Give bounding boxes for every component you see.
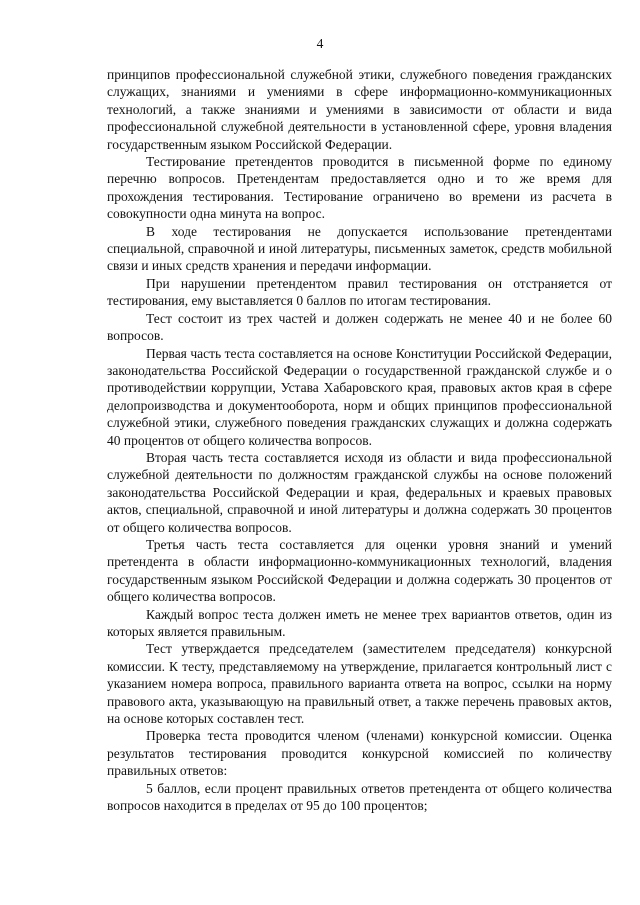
paragraph-continuation: принципов профессиональной служебной этики, служебного поведения гражданских служащих, знаниями и умениями в сфере информационно-коммуникационных технологий, а также знаниями и умениями в зависимости от области и вида профессиональной служебной деятельности в установленной сфере, уровня владения государственным языком Российской Федерации. [107, 67, 612, 152]
paragraph-second-part: Вторая часть теста составляется исходя из области и вида профессиональной служебной деятельности по должностям гражданской службы на основе положений законодательства Российской Федерации и края, федеральных и краевых правовых актов, специальной, справочной и иной литературы и должна содержать 30 процентов от общего количества вопросов. [107, 449, 612, 535]
paragraph-answer-options: Каждый вопрос теста должен иметь не менее трех вариантов ответов, один из которых является правильным. [107, 606, 612, 639]
paragraph-test-approval: Тест утверждается председателем (заместителем председателя) конкурсной комиссии. К тесту, представляемому на утверждение, прилагается контрольный лист с указанием номера вопроса, правильного варианта ответа на вопрос, ссылки на норму правового акта, указывающую на правильный ответ, а также перечень правовых актов, на основе которых составлен тест. [107, 641, 612, 727]
paragraph-test-structure: Тест состоит из трех частей и должен содержать не менее 40 и не более 60 вопросов. [107, 310, 612, 344]
paragraph-testing-prohibitions: В ходе тестирования не допускается использование претендентами специальной, справочной и иной литературы, письменных заметок, средств мобильной связи и иных средств хранения и передачи информации. [107, 223, 612, 274]
page-number: 4 [316, 36, 324, 51]
paragraph-first-part: Первая часть теста составляется на основе Конституции Российской Федерации, законодательства Российской Федерации о государственной гражданской службе и о противодействии коррупции, Устава Хабаровского края, правовых актов края в сфере делопроизводства и документооборота, норм и общих принципов профессиональной служебной этики, служебного поведения гражданских служащих и должна содержать 40 процентов от общего количества вопросов. [107, 345, 612, 448]
paragraph-test-checking: Проверка теста проводится членом (членами) конкурсной комиссии. Оценка результатов тестирования проводится конкурсной комиссией по количеству правильных ответов: [107, 728, 612, 779]
paragraph-third-part: Третья часть теста составляется для оценки уровня знаний и умений претендента в области информационно-коммуникационных технологий, владения государственным языком Российской Федерации и должна содержать 30 процентов от общего количества вопросов. [107, 536, 612, 605]
paragraph-testing-form: Тестирование претендентов проводится в письменной форме по единому перечню вопросов. Претендентам предоставляется одно и то же время для прохождения тестирования. Тестирование ограничено во времени из расчета в совокупности одна минута на вопрос. [107, 154, 612, 222]
paragraph-score-5: 5 баллов, если процент правильных ответов претендента от общего количества вопросов находится в пределах от 95 до 100 процентов; [107, 780, 612, 814]
document-body [107, 66, 612, 814]
paragraph-rules-violation: При нарушении претендентом правил тестирования он отстраняется от тестирования, ему выставляется 0 баллов по итогам тестирования. [107, 275, 612, 309]
